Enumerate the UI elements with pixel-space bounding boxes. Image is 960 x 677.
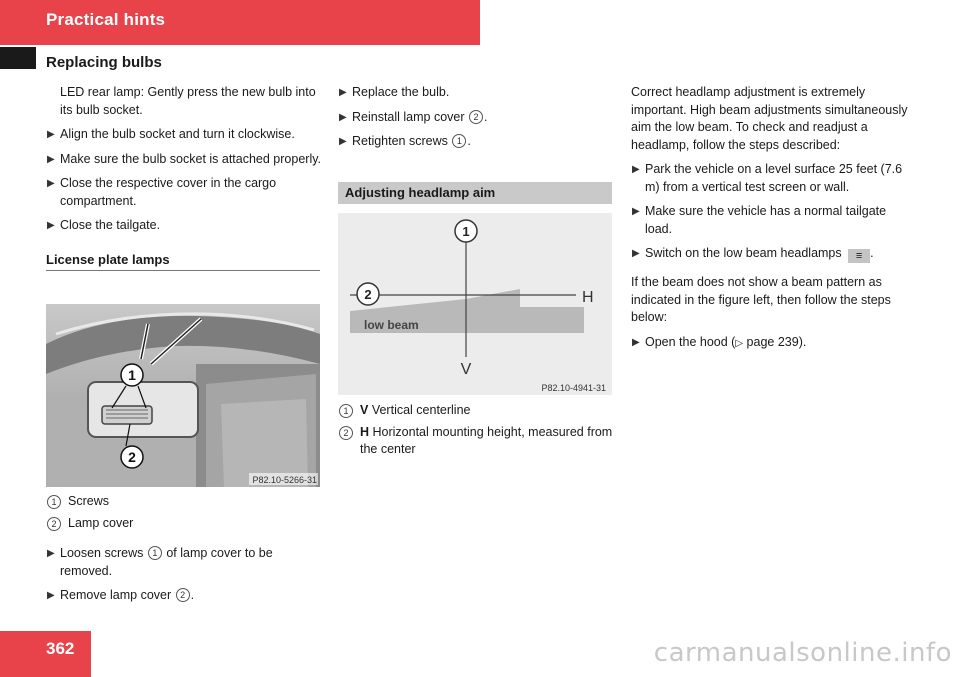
- diagram-callout-1: 1: [462, 224, 470, 239]
- section-title: Replacing bulbs: [46, 54, 162, 71]
- section-tab-marker: [0, 47, 36, 69]
- arrow-icon: ▶: [47, 548, 55, 559]
- step-align: [46, 126, 322, 144]
- number-1-icon: 1: [47, 495, 61, 509]
- arrow-icon: ▶: [47, 153, 55, 165]
- label-low-beam: low beam: [364, 318, 419, 332]
- headlamp-aim-figure: [338, 213, 612, 395]
- arrow-icon: ▶: [632, 336, 640, 348]
- column-middle: [338, 84, 614, 151]
- step-tailgate-load: ▶ Make sure the vehicle has a normal tailgate load.: [632, 204, 887, 236]
- figure-code: P82.10-4941-31: [541, 383, 606, 393]
- figure-code: P82.10-5266-31: [252, 475, 317, 485]
- intro-headlamp: Correct headlamp adjustment is extremely important. High beam adjustments simultaneously aim the low beam. To check and readjust a headlamp, follow the steps described:: [631, 85, 908, 152]
- step-close-tailgate: [46, 217, 322, 235]
- watermark: carmanualsonline.info: [653, 638, 952, 668]
- legend-letter: H: [360, 424, 370, 439]
- headlamp-aim-diagram: [338, 213, 612, 395]
- step-replace-bulb: ▶ Replace the bulb.: [338, 84, 614, 102]
- arrow-icon: ▶: [339, 136, 347, 147]
- step-retighten-screws: ▶ Retighten screws 1 .: [338, 133, 614, 151]
- legend-text: Horizontal mounting height, measured from the center: [360, 424, 613, 456]
- step-text: Align the bulb socket and turn it clockwise.: [60, 127, 295, 141]
- label-h: H: [582, 289, 594, 306]
- callout-2-label: 2: [128, 449, 136, 465]
- step-attached: [46, 151, 322, 169]
- legend-letter: V: [360, 403, 369, 417]
- number-1-icon: 1: [452, 134, 466, 148]
- number-2-icon: 2: [176, 588, 190, 602]
- diagram-callout-2: 2: [364, 287, 372, 302]
- license-plate-heading: License plate lamps: [46, 251, 320, 272]
- intro-led: LED rear lamp: Gently press the new bulb into its bulb socket.: [60, 85, 316, 117]
- adjusting-headlamp-heading: Adjusting headlamp aim: [338, 182, 612, 204]
- arrow-icon: ▶: [47, 220, 55, 231]
- step-open-hood: ▶ Open the hood (▷ page 239).: [631, 334, 911, 353]
- step-close-cover: [46, 175, 322, 210]
- number-2-icon: 2: [339, 426, 353, 440]
- page-number: 362: [46, 639, 75, 658]
- page-reference-link[interactable]: page 239: [746, 334, 799, 349]
- arrow-icon: ▶: [47, 178, 55, 189]
- column-left-lower: [46, 493, 322, 605]
- column-right: [631, 84, 911, 352]
- step-remove-cover: ▶ Remove lamp cover 2 .: [46, 587, 322, 605]
- legend-text: Lamp cover: [68, 515, 134, 530]
- label-v: V: [460, 361, 472, 378]
- number-1-icon: 1: [339, 404, 353, 418]
- legend-lamp-cover: [46, 515, 322, 533]
- step-text: Close the tailgate.: [60, 218, 161, 232]
- arrow-icon: ▶: [47, 590, 55, 601]
- legend-text: Screws: [68, 494, 109, 508]
- step-text: Close the respective cover in the cargo compartment.: [60, 176, 277, 208]
- step-text: Make sure the bulb socket is attached properly.: [60, 151, 322, 166]
- arrow-icon: ▶: [632, 206, 640, 217]
- step-reinstall-cover: ▶ Reinstall lamp cover 2 .: [338, 109, 614, 127]
- arrow-icon: ▶: [339, 87, 347, 98]
- legend-screws: [46, 493, 322, 511]
- page-ref-icon: ▷: [735, 337, 744, 349]
- beam-pattern-note: If the beam does not show a beam pattern as indicated in the figure left, then follow the steps below:: [631, 275, 891, 324]
- license-plate-illustration: [46, 304, 320, 487]
- number-2-icon: 2: [469, 110, 483, 124]
- legend-vertical-centerline: [338, 402, 614, 420]
- arrow-icon: ▶: [632, 248, 640, 259]
- legend-horizontal-height: [338, 424, 614, 459]
- arrow-icon: ▶: [632, 164, 640, 175]
- step-switch-low-beam: ▶ Switch on the low beam headlamps ≡ .: [632, 246, 874, 262]
- chapter-title: Practical hints: [46, 10, 166, 29]
- arrow-icon: ▶: [47, 129, 55, 140]
- number-1-icon: 1: [148, 546, 162, 560]
- license-plate-figure: [46, 304, 320, 487]
- arrow-icon: ▶: [339, 111, 347, 123]
- callout-1-label: 1: [128, 367, 136, 383]
- step-park-vehicle: ▶ Park the vehicle on a level surface 25 feet (7.6 m) from a vertical test screen or wall.: [632, 162, 903, 194]
- low-beam-icon: ≡: [848, 249, 870, 263]
- step-loosen-screws: ▶ Loosen screws 1 of lamp cover to be removed.: [47, 546, 273, 578]
- legend-text: Vertical centerline: [371, 403, 471, 417]
- column-middle-lower: [338, 402, 614, 459]
- column-left: [46, 84, 322, 271]
- number-2-icon: 2: [47, 517, 61, 531]
